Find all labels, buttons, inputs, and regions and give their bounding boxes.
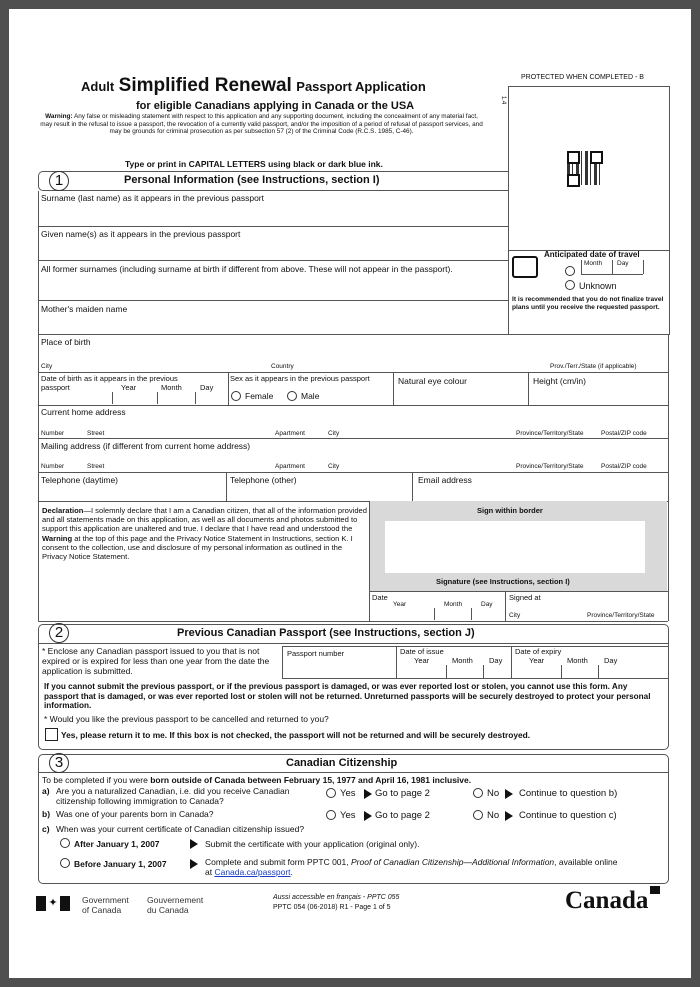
gov-en-2: of Canada xyxy=(82,905,122,915)
section1-number: 1 xyxy=(49,171,69,191)
after-2007-label: After January 1, 2007 xyxy=(74,839,160,849)
return-question: * Would you like the previous passport to be cancelled and returned to you? xyxy=(44,714,329,724)
pob-prov-label: Prov./Terr./State (if applicable) xyxy=(550,363,637,370)
warning-label: Warning: xyxy=(45,113,73,120)
mail-city-label: City xyxy=(328,463,340,470)
given-name-label: Given name(s) as it appears in the previous passport xyxy=(41,229,241,239)
sign-year-label: Year xyxy=(393,601,407,608)
after-2007-radio[interactable] xyxy=(60,838,70,848)
mailing-address-field[interactable] xyxy=(39,452,667,463)
home-address-field[interactable] xyxy=(39,418,667,430)
before-text-2: , available online at xyxy=(205,857,618,877)
qa-no-radio[interactable] xyxy=(473,788,483,798)
form-number: PPTC 054 (06-2018) R1 - Page 1 of 5 xyxy=(273,904,391,911)
flag-icon xyxy=(36,896,46,911)
warning-body: Any false or misleading statement with respect to this application and any supporting document, including the concealment of any material fact, may result in the refusal to issue a passport, the revocation of a currently valid passport, and/or the imposition of a period of refusal of passport services, and may be grounds for criminal prosecution as per subsection 57 (2) of the Criminal Code (R.C.S. 1985, C-46). xyxy=(40,113,483,136)
qb-continue: Continue to question c) xyxy=(519,810,617,821)
gov-english xyxy=(82,895,129,915)
place-of-birth-field[interactable] xyxy=(39,349,667,363)
gov-fr-1: Gouvernement xyxy=(147,895,204,905)
qb-no-radio[interactable] xyxy=(473,810,483,820)
arrow-icon xyxy=(364,789,372,799)
before-2007-label: Before January 1, 2007 xyxy=(74,859,167,869)
mail-prov-label: Province/Territory/State xyxy=(516,463,584,470)
qc-text: When was your current certificate of Canadian citizenship issued? xyxy=(56,824,305,834)
citizenship-intro xyxy=(42,775,471,785)
return-question-text: Would you like the previous passport to be cancelled and returned to you? xyxy=(49,714,329,724)
before-text-italic: Proof of Canadian Citizenship—Additional Information xyxy=(350,857,555,867)
travel-note: It is recommended that you do not finalize travel plans until you receive the requested passport. xyxy=(512,296,664,311)
given-name-field[interactable] xyxy=(39,241,507,259)
qa-yes-label: Yes xyxy=(340,788,356,799)
signature-box[interactable] xyxy=(385,521,645,573)
section1-title: Personal Information (see Instructions, section I) xyxy=(124,174,380,186)
travel-unknown-label: Unknown xyxy=(579,281,617,291)
travel-unknown-radio[interactable] xyxy=(565,280,575,290)
height-label: Height (cm/in) xyxy=(533,376,586,386)
travel-day: Day xyxy=(617,260,629,267)
ink-instruction: Type or print in CAPITAL LETTERS using black or dark blue ink. xyxy=(125,159,383,169)
qb-yes-label: Yes xyxy=(340,810,356,821)
declaration-text xyxy=(42,506,367,561)
link-end: . xyxy=(290,867,293,877)
enclose-text: * Enclose any Canadian passport issued to you that is not expired or is expired for less than one year from the date the application is submitted. xyxy=(42,646,270,676)
qa-goto: Go to page 2 xyxy=(375,788,430,799)
intro-bold: born outside of Canada between February 15, 1977 and April 16, 1981 inclusive. xyxy=(150,775,472,785)
mail-apartment-label: Apartment xyxy=(275,463,305,470)
wordmark-flag-icon xyxy=(650,886,660,894)
female-label: Female xyxy=(245,391,274,401)
dob-year-label: Year xyxy=(121,383,137,392)
expiry-year-label: Year xyxy=(529,656,545,665)
qa-label: a) xyxy=(42,786,50,796)
date-label: Date xyxy=(372,593,388,602)
flag-icon-right xyxy=(60,896,70,911)
expiry-day-label: Day xyxy=(604,656,618,665)
qa-text: Are you a naturalized Canadian, i.e. did you receive Canadian citizenship following immigration to Canada? xyxy=(56,786,290,806)
return-checkbox[interactable] xyxy=(45,728,58,741)
intro-text: To be completed if you were xyxy=(42,775,151,785)
home-postal-label: Postal/ZIP code xyxy=(601,430,647,437)
arrow-icon xyxy=(505,789,513,799)
travel-month: Month xyxy=(584,260,603,267)
former-surnames-field[interactable] xyxy=(39,277,507,299)
qa-yes-radio[interactable] xyxy=(326,788,336,798)
qa-no-label: No xyxy=(487,788,500,799)
mail-postal-label: Postal/ZIP code xyxy=(601,463,647,470)
qb-label: b) xyxy=(42,809,51,819)
place-of-birth-label: Place of birth xyxy=(41,337,91,347)
section3-number: 3 xyxy=(49,753,69,773)
sign-within-label: Sign within border xyxy=(477,506,543,515)
qb-no-label: No xyxy=(487,810,500,821)
issue-date-label: Date of issue xyxy=(400,647,444,656)
qc-label: c) xyxy=(42,824,50,834)
qb-text: Was one of your parents born in Canada? xyxy=(56,809,214,819)
mail-number-label: Number xyxy=(41,463,65,470)
arrow-icon xyxy=(190,839,198,849)
gov-french xyxy=(147,895,203,915)
home-city-label: City xyxy=(328,430,340,437)
before-2007-radio[interactable] xyxy=(60,858,70,868)
after-2007-text: Submit the certificate with your application (original only). xyxy=(205,839,420,849)
qb-goto: Go to page 2 xyxy=(375,810,430,821)
declaration-body-1: —I solemnly declare that I am a Canadian citizen, that all of the information provided and all statements made on this application, as well as all documents and photos submitted to support this application are unaltered and true. I declare that I have read and understood the xyxy=(42,506,368,534)
passport-number-label: Passport number xyxy=(287,649,345,658)
title-suffix: Passport Application xyxy=(296,79,426,94)
arrow-icon xyxy=(505,811,513,821)
female-radio[interactable] xyxy=(231,391,241,401)
qr-corner xyxy=(567,151,580,164)
maiden-name-field[interactable] xyxy=(39,315,507,332)
gov-fr-2: du Canada xyxy=(147,905,189,915)
dob-month-label: Month xyxy=(161,383,182,392)
expiry-date-label: Date of expiry xyxy=(515,647,562,656)
sex-label: Sex as it appears in the previous passport xyxy=(230,374,370,383)
surname-label: Surname (last name) as it appears in the previous passport xyxy=(41,193,265,203)
qr-corner xyxy=(567,174,580,187)
declaration-label: Declaration xyxy=(42,506,84,515)
canada-wordmark: Canada xyxy=(565,887,649,914)
signed-prov-label: Province/Territory/State xyxy=(587,612,655,619)
eye-colour-label: Natural eye colour xyxy=(398,376,467,386)
form-subtitle: for eligible Canadians applying in Canada or the USA xyxy=(136,100,415,112)
qb-yes-radio[interactable] xyxy=(326,810,336,820)
suitcase-icon xyxy=(512,256,538,278)
sign-day-label: Day xyxy=(481,601,493,608)
travel-title: Anticipated date of travel xyxy=(544,250,640,259)
title-main: Simplified Renewal xyxy=(118,75,292,96)
male-radio[interactable] xyxy=(287,391,297,401)
surname-field[interactable] xyxy=(39,205,507,225)
dob-day-label: Day xyxy=(200,383,214,392)
before-2007-text xyxy=(205,857,625,877)
maple-leaf-icon: ✦ xyxy=(48,897,58,909)
issue-day-label: Day xyxy=(489,656,503,665)
signature-label: Signature (see Instructions, section I) xyxy=(436,577,570,586)
male-label: Male xyxy=(301,391,320,401)
declaration-body-2: at the top of this page and the Privacy Notice Statement in Instructions, section K. I consent to the collection, use and disclosure of my personal information as outlined in the Privacy Notice Statement. xyxy=(42,533,353,562)
protected-label: PROTECTED WHEN COMPLETED - B xyxy=(521,74,644,81)
before-text-1: Complete and submit form PPTC 001, xyxy=(205,857,351,867)
expiry-month-label: Month xyxy=(567,656,588,665)
declaration-warning-word: Warning xyxy=(42,533,73,543)
former-surnames-label: All former surnames (including surname at birth if different from above. These will not appear in the passport). xyxy=(41,264,453,274)
warning-text xyxy=(39,113,484,136)
arrow-icon xyxy=(364,811,372,821)
maiden-name-label: Mother's maiden name xyxy=(41,304,128,314)
signed-at-label: Signed at xyxy=(509,593,541,602)
section2-title: Previous Canadian Passport (see Instructions, section J) xyxy=(177,627,475,639)
home-street-label: Street xyxy=(87,430,105,437)
home-address-label: Current home address xyxy=(41,407,126,417)
passport-number-field[interactable] xyxy=(283,659,393,677)
canada-passport-link[interactable]: Canada.ca/passport xyxy=(214,867,291,877)
travel-date-radio[interactable] xyxy=(565,266,575,276)
section3-title: Canadian Citizenship xyxy=(286,757,398,769)
gov-en-1: Government xyxy=(82,895,129,905)
return-checkbox-label: Yes, please return it to me. If this box is not checked, the passport will not be returned and will be securely destroyed. xyxy=(61,730,531,740)
tel-other-label: Telephone (other) xyxy=(230,475,297,485)
sign-month-label: Month xyxy=(444,601,463,608)
title-prefix: Adult xyxy=(81,79,115,94)
application-form-page xyxy=(9,9,691,978)
passport-warning: If you cannot submit the previous passport, or if the previous passport is damaged, or was ever reported lost or stolen, you cannot use this form. Any passport that is damaged, or was ever reported lost or stolen will not be returned. Unreturned passports will be securely destroyed to protect your personal information. xyxy=(44,682,651,711)
issue-month-label: Month xyxy=(452,656,473,665)
tel-day-label: Telephone (daytime) xyxy=(41,475,119,485)
email-label: Email address xyxy=(418,475,472,485)
enclose-body: Enclose any Canadian passport issued to you that is not expired or is expired for less than one year from the date the application is submitted. xyxy=(42,646,270,676)
home-number-label: Number xyxy=(41,430,65,437)
arrow-icon xyxy=(190,859,198,869)
french-availability: Aussi accessible en français - PPTC 055 xyxy=(273,894,400,901)
qa-continue: Continue to question b) xyxy=(519,788,618,799)
issue-year-label: Year xyxy=(414,656,430,665)
signed-city-label: City xyxy=(509,612,521,619)
qr-corner xyxy=(590,151,603,164)
pob-city-label: City xyxy=(41,363,53,370)
home-apartment-label: Apartment xyxy=(275,430,305,437)
mail-street-label: Street xyxy=(87,463,105,470)
mailing-address-label: Mailing address (if different from current home address) xyxy=(41,441,251,451)
dob-label: Date of birth as it appears in the previous passport xyxy=(41,374,178,392)
home-prov-label: Province/Territory/State xyxy=(516,430,584,437)
section2-number: 2 xyxy=(49,623,69,643)
side-code: 1.4 xyxy=(500,95,507,105)
form-title xyxy=(81,75,426,97)
pob-country-label: Country xyxy=(271,363,294,370)
